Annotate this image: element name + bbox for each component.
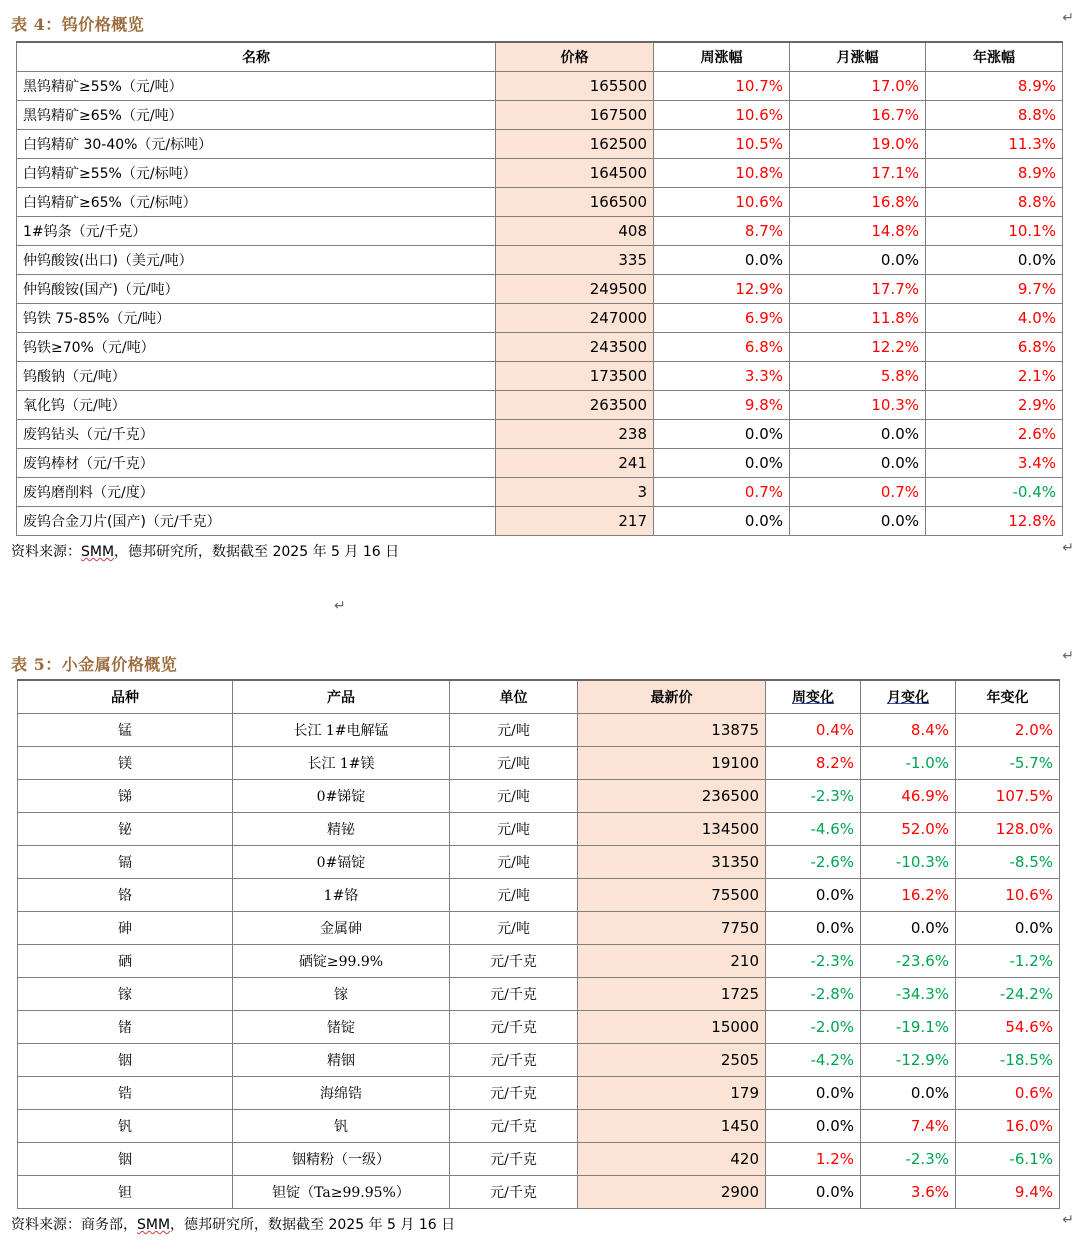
cell-month-change: 16.2% <box>861 878 956 911</box>
cell-price: 165500 <box>496 71 654 100</box>
table-row <box>18 1142 1060 1175</box>
cell-price: 173500 <box>496 361 654 390</box>
cell-year: 9.7% <box>926 274 1063 303</box>
cell-year-change: -5.7% <box>956 746 1060 779</box>
header-unit: 单位 <box>450 680 578 713</box>
paragraph-mark-icon: ↵ <box>1062 10 1074 26</box>
cell-month: 0.0% <box>790 419 926 448</box>
cell-week: 10.8% <box>654 158 790 187</box>
table-row <box>17 390 1063 419</box>
cell-name: 白钨精矿≥65%（元/标吨） <box>17 187 496 216</box>
cell-price: 247000 <box>496 303 654 332</box>
cell-month-change: 3.6% <box>861 1175 956 1208</box>
cell-week-change: 0.0% <box>766 911 861 944</box>
cell-latest-price: 236500 <box>578 779 766 812</box>
cell-week: 10.7% <box>654 71 790 100</box>
table-row <box>17 100 1063 129</box>
cell-month: 17.1% <box>790 158 926 187</box>
cell-latest-price: 1725 <box>578 977 766 1010</box>
table-row <box>17 361 1063 390</box>
cell-week: 0.0% <box>654 419 790 448</box>
header-price: 价格 <box>496 42 654 71</box>
header-kind: 品种 <box>18 680 233 713</box>
cell-unit: 元/千克 <box>450 977 578 1010</box>
cell-month-change: 8.4% <box>861 713 956 746</box>
table-row <box>18 713 1060 746</box>
cell-product: 钽锭（Ta≥99.95%） <box>233 1175 450 1208</box>
cell-kind: 钒 <box>18 1109 233 1142</box>
cell-product: 铟精粉（一级） <box>233 1142 450 1175</box>
cell-month: 16.7% <box>790 100 926 129</box>
cell-year: 8.8% <box>926 187 1063 216</box>
table-row <box>18 911 1060 944</box>
cell-latest-price: 7750 <box>578 911 766 944</box>
cell-year: 12.8% <box>926 506 1063 535</box>
cell-price: 3 <box>496 477 654 506</box>
cell-year-change: 0.0% <box>956 911 1060 944</box>
cell-year: 2.9% <box>926 390 1063 419</box>
cell-month: 0.0% <box>790 506 926 535</box>
cell-latest-price: 179 <box>578 1076 766 1109</box>
cell-product: 精铋 <box>233 812 450 845</box>
cell-month: 0.7% <box>790 477 926 506</box>
cell-product: 钒 <box>233 1109 450 1142</box>
cell-name: 钨铁≥70%（元/吨） <box>17 332 496 361</box>
cell-unit: 元/吨 <box>450 845 578 878</box>
cell-name: 黑钨精矿≥65%（元/吨） <box>17 100 496 129</box>
cell-name: 废钨钻头（元/千克） <box>17 419 496 448</box>
paragraph-mark-icon: ↵ <box>1062 648 1074 664</box>
paragraph-mark-icon: ↵ <box>334 598 346 614</box>
cell-month-change: -2.3% <box>861 1142 956 1175</box>
cell-week-change: 0.0% <box>766 1175 861 1208</box>
table-row <box>18 878 1060 911</box>
cell-month: 0.0% <box>790 448 926 477</box>
cell-unit: 元/吨 <box>450 812 578 845</box>
cell-unit: 元/千克 <box>450 1010 578 1043</box>
cell-week: 0.7% <box>654 477 790 506</box>
cell-name: 白钨精矿 30-40%（元/标吨） <box>17 129 496 158</box>
table-row <box>17 129 1063 158</box>
cell-month-change: 0.0% <box>861 911 956 944</box>
cell-year: 6.8% <box>926 332 1063 361</box>
cell-product: 锗锭 <box>233 1010 450 1043</box>
table-row <box>18 1175 1060 1208</box>
cell-product: 0#镉锭 <box>233 845 450 878</box>
cell-year-change: -24.2% <box>956 977 1060 1010</box>
header-year-change: 年变化 <box>956 680 1060 713</box>
cell-latest-price: 1450 <box>578 1109 766 1142</box>
cell-unit: 元/吨 <box>450 713 578 746</box>
cell-year-change: 0.6% <box>956 1076 1060 1109</box>
cell-week-change: -2.8% <box>766 977 861 1010</box>
cell-week: 6.9% <box>654 303 790 332</box>
table-row <box>18 845 1060 878</box>
cell-month-change: -19.1% <box>861 1010 956 1043</box>
table-row <box>18 977 1060 1010</box>
cell-latest-price: 420 <box>578 1142 766 1175</box>
table-row <box>17 332 1063 361</box>
cell-price: 335 <box>496 245 654 274</box>
cell-product: 海绵锆 <box>233 1076 450 1109</box>
cell-month: 0.0% <box>790 245 926 274</box>
cell-year: -0.4% <box>926 477 1063 506</box>
cell-year: 3.4% <box>926 448 1063 477</box>
cell-month-change: 52.0% <box>861 812 956 845</box>
cell-week-change: -2.6% <box>766 845 861 878</box>
cell-month: 19.0% <box>790 129 926 158</box>
cell-year-change: 107.5% <box>956 779 1060 812</box>
cell-product: 镓 <box>233 977 450 1010</box>
cell-year: 11.3% <box>926 129 1063 158</box>
cell-product: 1#铬 <box>233 878 450 911</box>
cell-week-change: 0.0% <box>766 1109 861 1142</box>
cell-week: 6.8% <box>654 332 790 361</box>
cell-week-change: 0.0% <box>766 878 861 911</box>
cell-unit: 元/吨 <box>450 911 578 944</box>
cell-latest-price: 210 <box>578 944 766 977</box>
header-month: 月涨幅 <box>790 42 926 71</box>
cell-year: 10.1% <box>926 216 1063 245</box>
cell-kind: 锆 <box>18 1076 233 1109</box>
cell-kind: 硒 <box>18 944 233 977</box>
cell-kind: 铟 <box>18 1043 233 1076</box>
table-row <box>17 419 1063 448</box>
cell-week-change: 0.0% <box>766 1076 861 1109</box>
cell-unit: 元/吨 <box>450 779 578 812</box>
table-row <box>18 1010 1060 1043</box>
cell-year-change: 128.0% <box>956 812 1060 845</box>
cell-unit: 元/千克 <box>450 1142 578 1175</box>
cell-month-change: -34.3% <box>861 977 956 1010</box>
cell-name: 废钨棒材（元/千克） <box>17 448 496 477</box>
cell-week-change: 8.2% <box>766 746 861 779</box>
cell-kind: 锗 <box>18 1010 233 1043</box>
cell-month: 10.3% <box>790 390 926 419</box>
cell-month: 16.8% <box>790 187 926 216</box>
cell-week: 3.3% <box>654 361 790 390</box>
cell-year-change: 2.0% <box>956 713 1060 746</box>
cell-month: 14.8% <box>790 216 926 245</box>
cell-week-change: -2.0% <box>766 1010 861 1043</box>
cell-week: 9.8% <box>654 390 790 419</box>
cell-kind: 镉 <box>18 845 233 878</box>
cell-week-change: -4.2% <box>766 1043 861 1076</box>
cell-kind: 砷 <box>18 911 233 944</box>
table-row <box>18 812 1060 845</box>
header-name: 名称 <box>17 42 496 71</box>
cell-product: 0#锑锭 <box>233 779 450 812</box>
cell-week: 10.5% <box>654 129 790 158</box>
cell-month: 11.8% <box>790 303 926 332</box>
cell-week-change: -4.6% <box>766 812 861 845</box>
cell-kind: 钽 <box>18 1175 233 1208</box>
tungsten-price-table <box>16 41 1063 536</box>
table5-source <box>11 1214 455 1234</box>
cell-latest-price: 2505 <box>578 1043 766 1076</box>
source-brand: SMM <box>81 544 115 560</box>
cell-unit: 元/吨 <box>450 746 578 779</box>
cell-price: 162500 <box>496 129 654 158</box>
cell-kind: 镓 <box>18 977 233 1010</box>
cell-year-change: 9.4% <box>956 1175 1060 1208</box>
cell-price: 408 <box>496 216 654 245</box>
table-row <box>17 506 1063 535</box>
header-week-change: 周变化 <box>766 680 861 713</box>
table4-caption: 表 4：钨价格概览 <box>11 15 145 34</box>
table-row <box>18 1076 1060 1109</box>
cell-week: 0.0% <box>654 245 790 274</box>
table-row <box>18 944 1060 977</box>
cell-unit: 元/千克 <box>450 1175 578 1208</box>
cell-kind: 锑 <box>18 779 233 812</box>
source-prefix: 资料来源：商务部， <box>11 1217 137 1233</box>
cell-product: 硒锭≥99.9% <box>233 944 450 977</box>
cell-week: 12.9% <box>654 274 790 303</box>
cell-year-change: 10.6% <box>956 878 1060 911</box>
table-row <box>17 477 1063 506</box>
cell-latest-price: 2900 <box>578 1175 766 1208</box>
header-month-change: 月变化 <box>861 680 956 713</box>
cell-price: 167500 <box>496 100 654 129</box>
cell-week-change: -2.3% <box>766 944 861 977</box>
cell-month-change: -10.3% <box>861 845 956 878</box>
cell-name: 钨铁 75-85%（元/吨） <box>17 303 496 332</box>
cell-name: 仲钨酸铵(国产)（元/吨） <box>17 274 496 303</box>
cell-year-change: -1.2% <box>956 944 1060 977</box>
cell-year: 4.0% <box>926 303 1063 332</box>
cell-price: 166500 <box>496 187 654 216</box>
cell-latest-price: 19100 <box>578 746 766 779</box>
cell-product: 长江 1#镁 <box>233 746 450 779</box>
cell-week-change: -2.3% <box>766 779 861 812</box>
table4-source <box>11 541 399 561</box>
cell-year-change: -18.5% <box>956 1043 1060 1076</box>
source-rest: ，德邦研究所，数据截至 2025 年 5 月 16 日 <box>114 544 400 560</box>
cell-price: 241 <box>496 448 654 477</box>
table-row <box>17 274 1063 303</box>
cell-year-change: 54.6% <box>956 1010 1060 1043</box>
cell-week: 10.6% <box>654 187 790 216</box>
cell-name: 氧化钨（元/吨） <box>17 390 496 419</box>
cell-kind: 铋 <box>18 812 233 845</box>
cell-product: 精铟 <box>233 1043 450 1076</box>
cell-week: 0.0% <box>654 448 790 477</box>
cell-unit: 元/千克 <box>450 1043 578 1076</box>
table-row <box>18 746 1060 779</box>
cell-latest-price: 31350 <box>578 845 766 878</box>
table-row <box>18 1109 1060 1142</box>
header-product: 产品 <box>233 680 450 713</box>
cell-name: 废钨磨削料（元/度） <box>17 477 496 506</box>
cell-latest-price: 134500 <box>578 812 766 845</box>
cell-year: 8.9% <box>926 71 1063 100</box>
cell-kind: 铬 <box>18 878 233 911</box>
cell-year: 0.0% <box>926 245 1063 274</box>
cell-week-change: 0.4% <box>766 713 861 746</box>
cell-week: 8.7% <box>654 216 790 245</box>
header-week: 周涨幅 <box>654 42 790 71</box>
cell-year: 8.8% <box>926 100 1063 129</box>
table-row <box>17 71 1063 100</box>
table-row <box>18 779 1060 812</box>
table-row <box>18 1043 1060 1076</box>
cell-name: 仲钨酸铵(出口)（美元/吨） <box>17 245 496 274</box>
cell-price: 263500 <box>496 390 654 419</box>
cell-name: 1#钨条（元/千克） <box>17 216 496 245</box>
header-year: 年涨幅 <box>926 42 1063 71</box>
cell-name: 黑钨精矿≥55%（元/吨） <box>17 71 496 100</box>
cell-week-change: 1.2% <box>766 1142 861 1175</box>
cell-week: 0.0% <box>654 506 790 535</box>
cell-week: 10.6% <box>654 100 790 129</box>
cell-name: 废钨合金刀片(国产)（元/千克） <box>17 506 496 535</box>
source-rest: ，德邦研究所，数据截至 2025 年 5 月 16 日 <box>170 1217 456 1233</box>
table-row <box>17 303 1063 332</box>
cell-month: 12.2% <box>790 332 926 361</box>
cell-unit: 元/吨 <box>450 878 578 911</box>
cell-price: 217 <box>496 506 654 535</box>
cell-month-change: -23.6% <box>861 944 956 977</box>
cell-year: 8.9% <box>926 158 1063 187</box>
cell-month: 5.8% <box>790 361 926 390</box>
source-brand: SMM <box>137 1217 171 1233</box>
cell-latest-price: 13875 <box>578 713 766 746</box>
cell-price: 238 <box>496 419 654 448</box>
cell-unit: 元/千克 <box>450 944 578 977</box>
cell-latest-price: 15000 <box>578 1010 766 1043</box>
table-row <box>17 158 1063 187</box>
table-row <box>17 187 1063 216</box>
cell-product: 金属砷 <box>233 911 450 944</box>
paragraph-mark-icon: ↵ <box>1062 1212 1074 1228</box>
cell-month-change: -12.9% <box>861 1043 956 1076</box>
cell-kind: 锰 <box>18 713 233 746</box>
cell-year-change: -6.1% <box>956 1142 1060 1175</box>
cell-kind: 铟 <box>18 1142 233 1175</box>
table-row <box>17 448 1063 477</box>
header-latest-price: 最新价 <box>578 680 766 713</box>
cell-year-change: -8.5% <box>956 845 1060 878</box>
table-header-row <box>17 42 1063 71</box>
cell-month-change: 46.9% <box>861 779 956 812</box>
cell-month: 17.7% <box>790 274 926 303</box>
cell-price: 164500 <box>496 158 654 187</box>
cell-month-change: 0.0% <box>861 1076 956 1109</box>
cell-month-change: -1.0% <box>861 746 956 779</box>
table-row <box>17 216 1063 245</box>
table5-caption: 表 5：小金属价格概览 <box>11 655 178 674</box>
cell-product: 长江 1#电解锰 <box>233 713 450 746</box>
cell-kind: 镁 <box>18 746 233 779</box>
cell-month-change: 7.4% <box>861 1109 956 1142</box>
cell-name: 白钨精矿≥55%（元/标吨） <box>17 158 496 187</box>
cell-name: 钨酸钠（元/吨） <box>17 361 496 390</box>
cell-year: 2.1% <box>926 361 1063 390</box>
cell-latest-price: 75500 <box>578 878 766 911</box>
paragraph-mark-icon: ↵ <box>1062 540 1074 556</box>
cell-price: 243500 <box>496 332 654 361</box>
minor-metals-price-table <box>17 679 1060 1209</box>
table-header-row <box>18 680 1060 713</box>
cell-year-change: 16.0% <box>956 1109 1060 1142</box>
cell-unit: 元/千克 <box>450 1076 578 1109</box>
cell-unit: 元/千克 <box>450 1109 578 1142</box>
cell-price: 249500 <box>496 274 654 303</box>
source-prefix: 资料来源： <box>11 544 81 560</box>
cell-month: 17.0% <box>790 71 926 100</box>
table-row <box>17 245 1063 274</box>
cell-year: 2.6% <box>926 419 1063 448</box>
